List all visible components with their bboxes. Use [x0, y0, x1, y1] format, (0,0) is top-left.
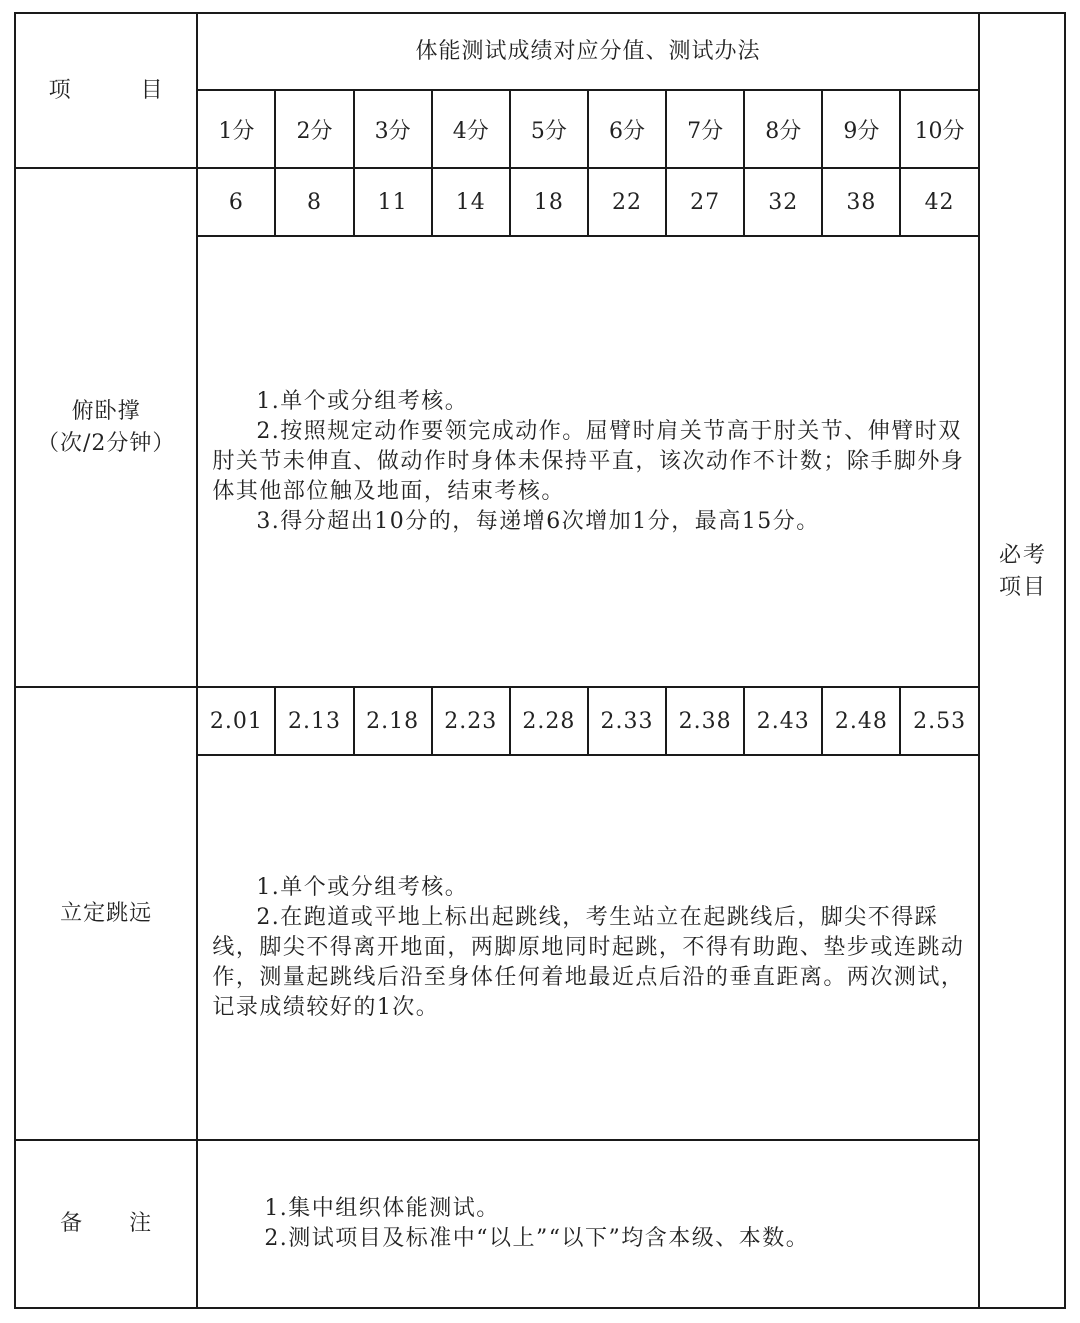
- pushup-method-3: 3.得分超出10分的，每递增6次增加1分，最高15分。: [256, 508, 820, 534]
- pushup-method-cell: [197, 236, 978, 687]
- required-line-2: 项目: [998, 575, 1047, 600]
- score-cell: 3分: [354, 90, 432, 168]
- table-title-cell: [197, 13, 978, 90]
- score-cell: 8分: [744, 90, 822, 168]
- jump-value-cell: 2.38: [666, 687, 744, 755]
- jump-value-cell: 2.28: [510, 687, 588, 755]
- remarks-cell: [197, 1140, 1065, 1308]
- remarks-label: 备 注: [60, 1211, 153, 1236]
- score-cell: 2分: [275, 90, 353, 168]
- score-cell: 9分: [822, 90, 900, 168]
- pushup-method-2: 2.按照规定动作要领完成动作。屈臂时肩关节高于肘关节、伸臂时双肘关节未伸直、做动作时身体未保持平直，该次动作不计数；除手脚外身体其他部位触及地面，结束考核。: [212, 418, 965, 504]
- pushup-value-cell: 8: [275, 168, 353, 236]
- pushup-value-cell: 18: [510, 168, 588, 236]
- pushup-value-cell: 32: [744, 168, 822, 236]
- pushup-value-cell: 14: [432, 168, 510, 236]
- table-title: 体能测试成绩对应分值、测试办法: [415, 38, 761, 64]
- score-cell: 10分: [900, 90, 978, 168]
- remarks-item-1: 1.集中组织体能测试。: [264, 1196, 500, 1221]
- jump-value-cell: 2.18: [354, 687, 432, 755]
- score-cell: 1分: [197, 90, 275, 168]
- pushup-unit: （次/2分钟）: [36, 430, 176, 456]
- pushup-value-cell: 42: [900, 168, 978, 236]
- jump-value-cell: 2.48: [822, 687, 900, 755]
- pushup-name-cell: [15, 168, 197, 687]
- required-line-1: 必考: [998, 543, 1047, 568]
- score-cell: 5分: [510, 90, 588, 168]
- jump-value-cell: 2.01: [197, 687, 275, 755]
- jump-method-2: 2.在跑道或平地上标出起跳线，考生站立在起跳线后，脚尖不得踩线，脚尖不得离开地面，两脚原地同时起跳，不得有助跑、垫步或连跳动作，测量起跳线后沿至身体任何着地最近点后沿的垂直距离。两次测试，记录成绩较好的1次。: [212, 904, 965, 1020]
- jump-value-cell: 2.43: [744, 687, 822, 755]
- item-header-cell: [15, 13, 197, 168]
- required-item-cell: [979, 13, 1065, 1308]
- jump-value-cell: 2.23: [432, 687, 510, 755]
- pushup-method-1: 1.单个或分组考核。: [256, 388, 469, 414]
- pushup-value-cell: 11: [354, 168, 432, 236]
- item-header-label: 项 目: [48, 77, 164, 103]
- pushup-value-cell: 38: [822, 168, 900, 236]
- jump-values-row: [15, 687, 1065, 755]
- pushup-value-cell: 6: [197, 168, 275, 236]
- jump-value-cell: 2.33: [588, 687, 666, 755]
- pushup-value-cell: 22: [588, 168, 666, 236]
- required-item-label: [980, 540, 1066, 604]
- jump-name-cell: [15, 687, 197, 1140]
- pushup-values-row: [15, 168, 1065, 236]
- fitness-test-table: [14, 12, 1066, 1309]
- score-cell: 6分: [588, 90, 666, 168]
- header-title-row: [15, 13, 1065, 90]
- remarks-row: [15, 1140, 1065, 1308]
- jump-value-cell: 2.53: [900, 687, 978, 755]
- pushup-name: 俯卧撑: [71, 398, 141, 424]
- pushup-value-cell: 27: [666, 168, 744, 236]
- jump-value-cell: 2.13: [275, 687, 353, 755]
- jump-name: 立定跳远: [60, 900, 153, 926]
- jump-method-1: 1.单个或分组考核。: [256, 874, 469, 900]
- remarks-label-cell: [15, 1140, 197, 1308]
- score-cell: 7分: [666, 90, 744, 168]
- fitness-test-table-sheet: [14, 12, 1066, 1309]
- score-cell: 4分: [432, 90, 510, 168]
- remarks-item-2: 2.测试项目及标准中“以上”“以下”均含本级、本数。: [264, 1226, 810, 1251]
- jump-method-cell: [197, 755, 978, 1140]
